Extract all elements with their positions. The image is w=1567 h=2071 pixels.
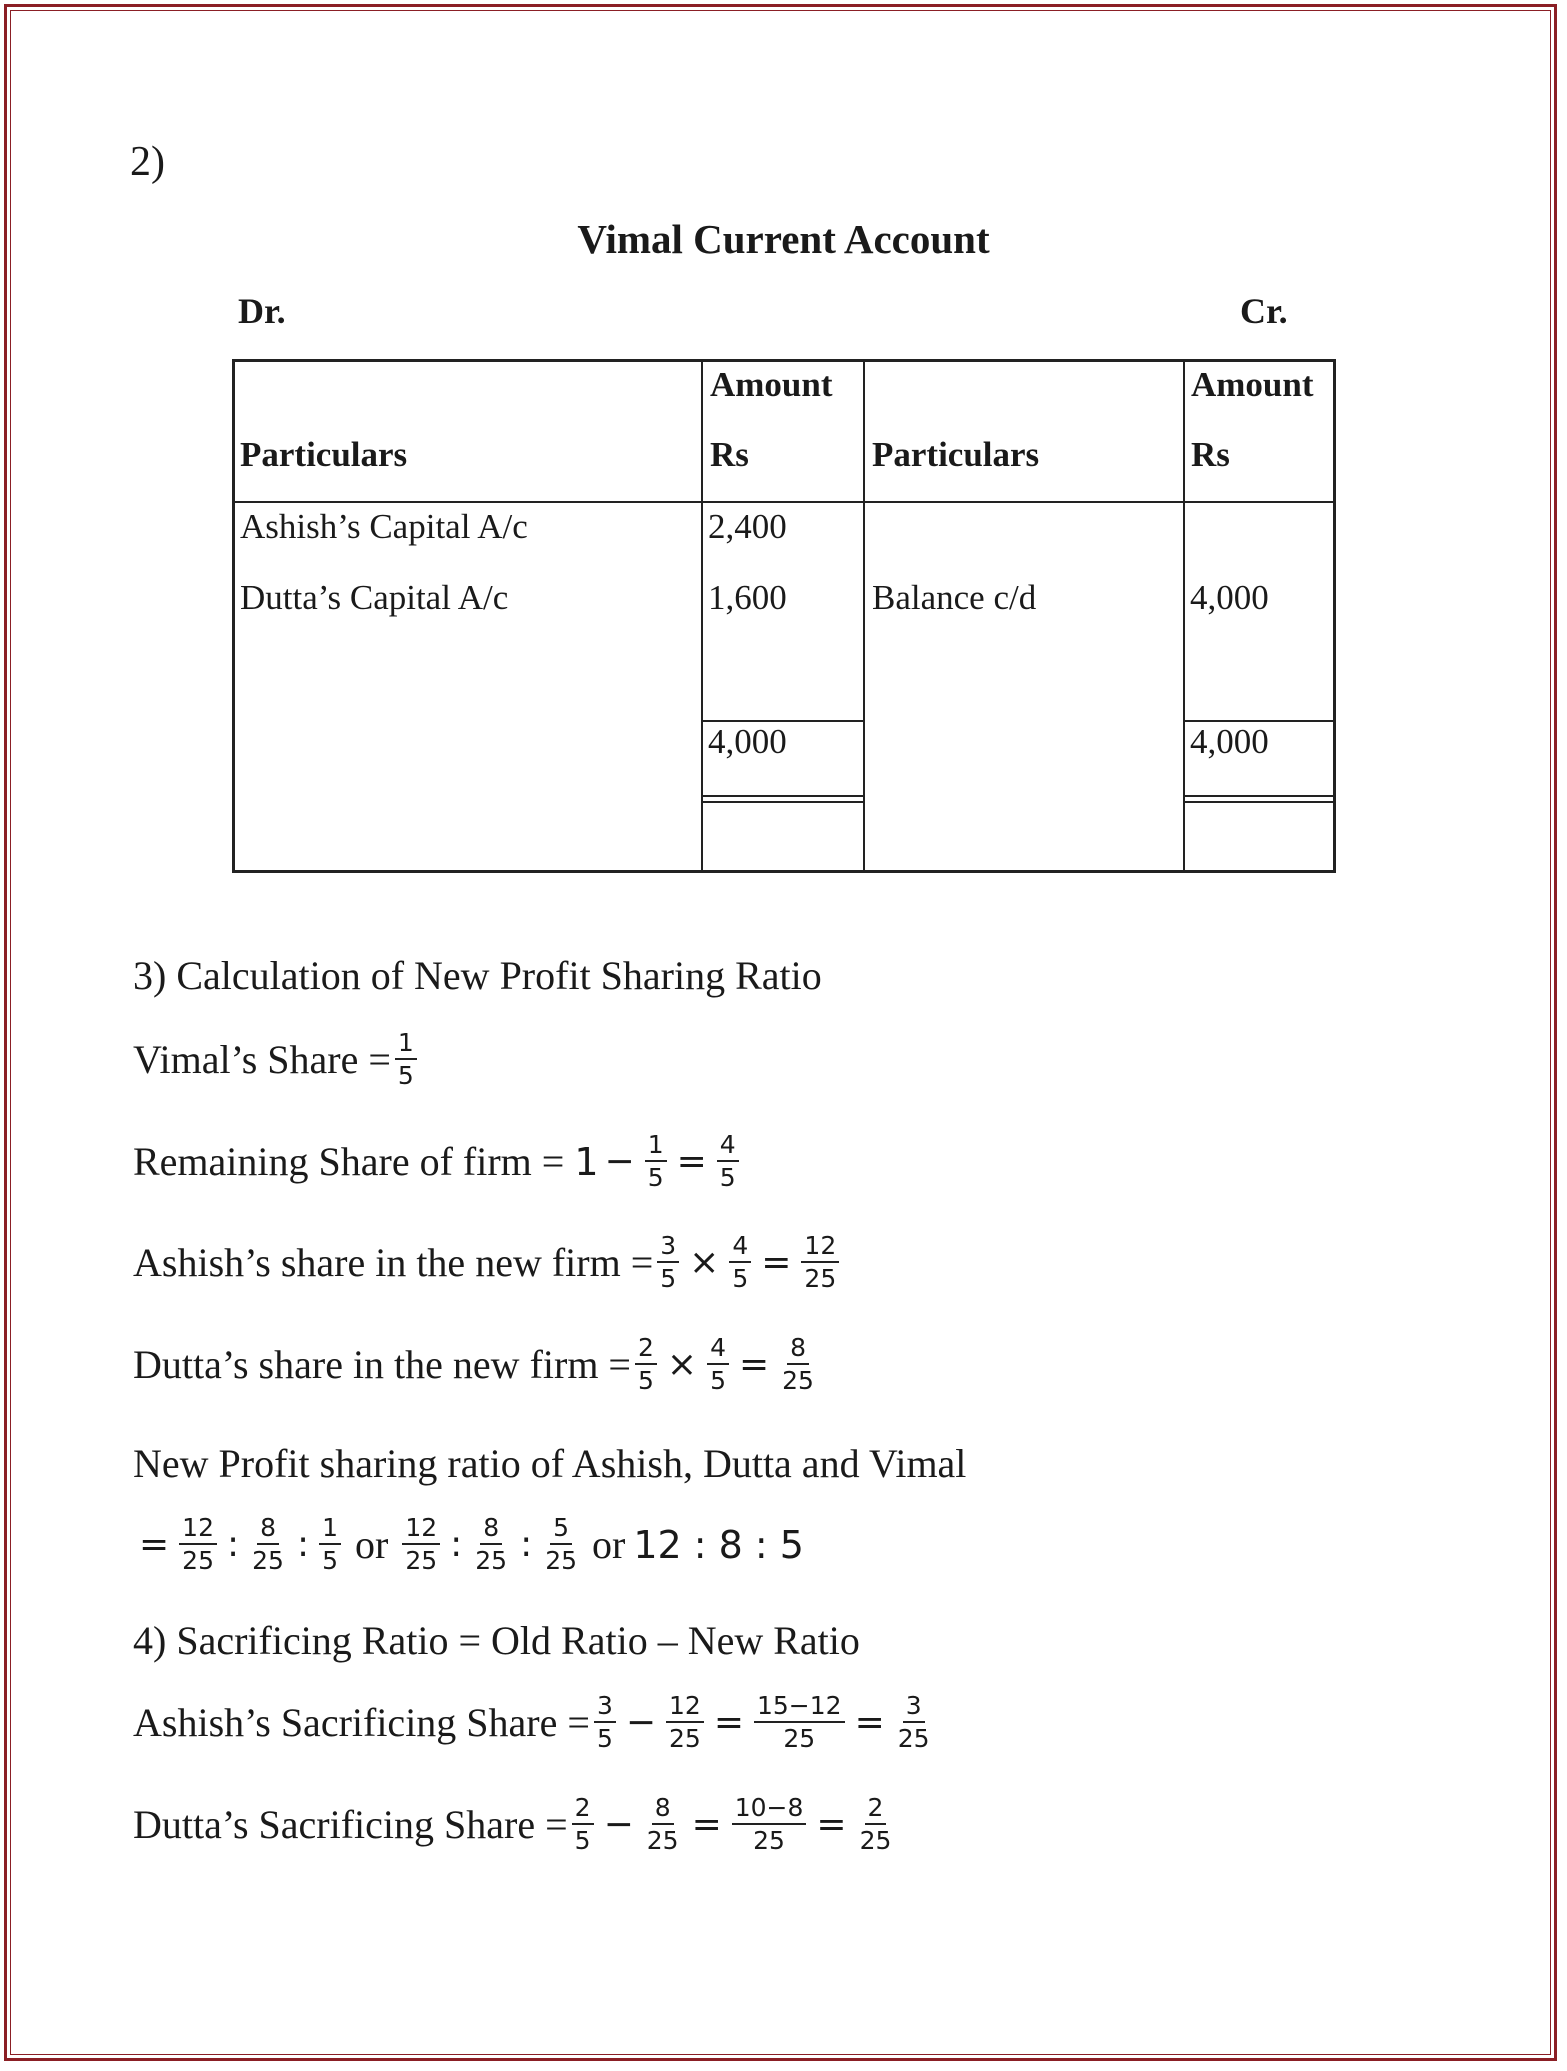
fraction: $\frac{12}{25}$ [666,1693,704,1753]
header-divider [232,501,1336,503]
fraction: $\frac{3}{25}$ [897,1691,930,1754]
fraction: $\frac{8}{25}$ [475,1513,508,1576]
header-particulars-right: Particulars [872,435,1040,474]
credit-amount: 4,000 [1190,578,1269,617]
credit-total: 4,000 [1190,722,1269,761]
vimal-share-label: Vimal’s Share = [133,1037,391,1083]
fraction: $\frac{2}{25}$ [859,1793,892,1856]
total-line [701,801,863,803]
fraction: $\frac{2}{5}$ [572,1795,594,1855]
remaining-share-label: Remaining Share of firm = [133,1139,565,1185]
header-amount-left: Amount [710,365,833,404]
fraction: $\frac{12}{25}$ [402,1515,440,1575]
debit-particular: Dutta’s Capital A/c [240,578,509,617]
debit-label: Dr. [238,291,286,331]
fraction: $\frac{4}{5}$ [717,1132,739,1192]
remaining-share-line: Remaining Share of firm = 1 − $\frac{1}{5}$ = $\frac{4}{5}$ [133,1132,743,1192]
dutta-share-line: Dutta’s share in the new firm = $\frac{2}{5}$ × $\frac{4}{5}$ = $\frac{8}{25}$ [133,1335,821,1395]
dutta-share-label: Dutta’s share in the new firm = [133,1342,631,1388]
ledger-table [232,359,1336,873]
vimal-share-line [133,1030,421,1090]
fraction: $\frac{8}{25}$ [782,1333,814,1396]
total-line [701,795,863,797]
fraction: $\frac{1}{5}$ [319,1515,341,1575]
fraction: $\frac{1}{5}$ [395,1030,417,1090]
debit-total: 4,000 [708,722,787,761]
ashish-share-label: Ashish’s share in the new firm = [133,1240,654,1286]
fraction: $\frac{4}{5}$ [729,1233,751,1293]
fraction: $\frac{12}{25}$ [179,1515,217,1575]
ashish-sacrifice-label: Ashish’s Sacrificing Share = [133,1700,590,1746]
fraction: $\frac{2}{5}$ [635,1335,657,1395]
fraction: $\frac{8}{25}$ [252,1513,284,1576]
total-line [1183,795,1336,797]
header-rs-left: Rs [710,435,749,474]
ashish-share-line: Ashish’s share in the new firm = $\frac{3}{5}$ × $\frac{4}{5}$ = $\frac{12}{25}$ [133,1233,843,1293]
credit-particular: Balance c/d [872,578,1037,617]
debit-amount: 1,600 [708,578,787,617]
total-line [1183,801,1336,803]
debit-particular: Ashish’s Capital A/c [240,507,528,546]
dutta-sacrifice-line: Dutta’s Sacrificing Share = $\frac{2}{5}$ − $\frac{8}{25}$ = $\frac{10-8}{25}$ = $\frac{2}{25}$ [133,1795,898,1855]
new-ratio-label: New Profit sharing ratio of Ashish, Dutta and Vimal [133,1441,967,1486]
final-ratio: 12 : 8 : 5 [633,1522,804,1567]
header-particulars-left: Particulars [240,435,408,474]
section4-heading: 4) Sacrificing Ratio = Old Ratio – New Ratio [133,1618,860,1663]
fraction: $\frac{5}{25}$ [545,1513,578,1576]
fraction: $\frac{1}{5}$ [645,1132,667,1192]
fraction: $\frac{15-12}{25}$ [754,1693,845,1753]
fraction: $\frac{4}{5}$ [707,1335,729,1395]
fraction: $\frac{12}{25}$ [801,1233,839,1293]
fraction: $\frac{10-8}{25}$ [732,1795,807,1855]
ashish-sacrifice-line: Ashish’s Sacrificing Share = $\frac{3}{5}$ − $\frac{12}{25}$ = $\frac{15-12}{25}$ = $\frac{3}{25}$ [133,1693,937,1753]
account-title: Vimal Current Account [577,216,990,262]
header-rs-right: Rs [1191,435,1230,474]
ledger-divider [863,359,865,873]
new-ratio-line: = $\frac{12}{25}$ : $\frac{8}{25}$ : $\frac{1}{5}$ or $\frac{12}{25}$ : $\frac{8}{25}$ : $\frac{5}{25}$ or 12 : 8 : 5 [139,1513,804,1576]
fraction: $\frac{3}{5}$ [594,1693,616,1753]
section3-heading: 3) Calculation of New Profit Sharing Ratio [133,953,822,998]
fraction: $\frac{8}{25}$ [646,1793,679,1856]
credit-label: Cr. [1240,291,1288,331]
fraction: $\frac{3}{5}$ [657,1233,679,1293]
debit-amount: 2,400 [708,507,787,546]
dutta-sacrifice-label: Dutta’s Sacrificing Share = [133,1802,568,1848]
question-number: 2) [130,139,165,185]
header-amount-right: Amount [1191,365,1314,404]
